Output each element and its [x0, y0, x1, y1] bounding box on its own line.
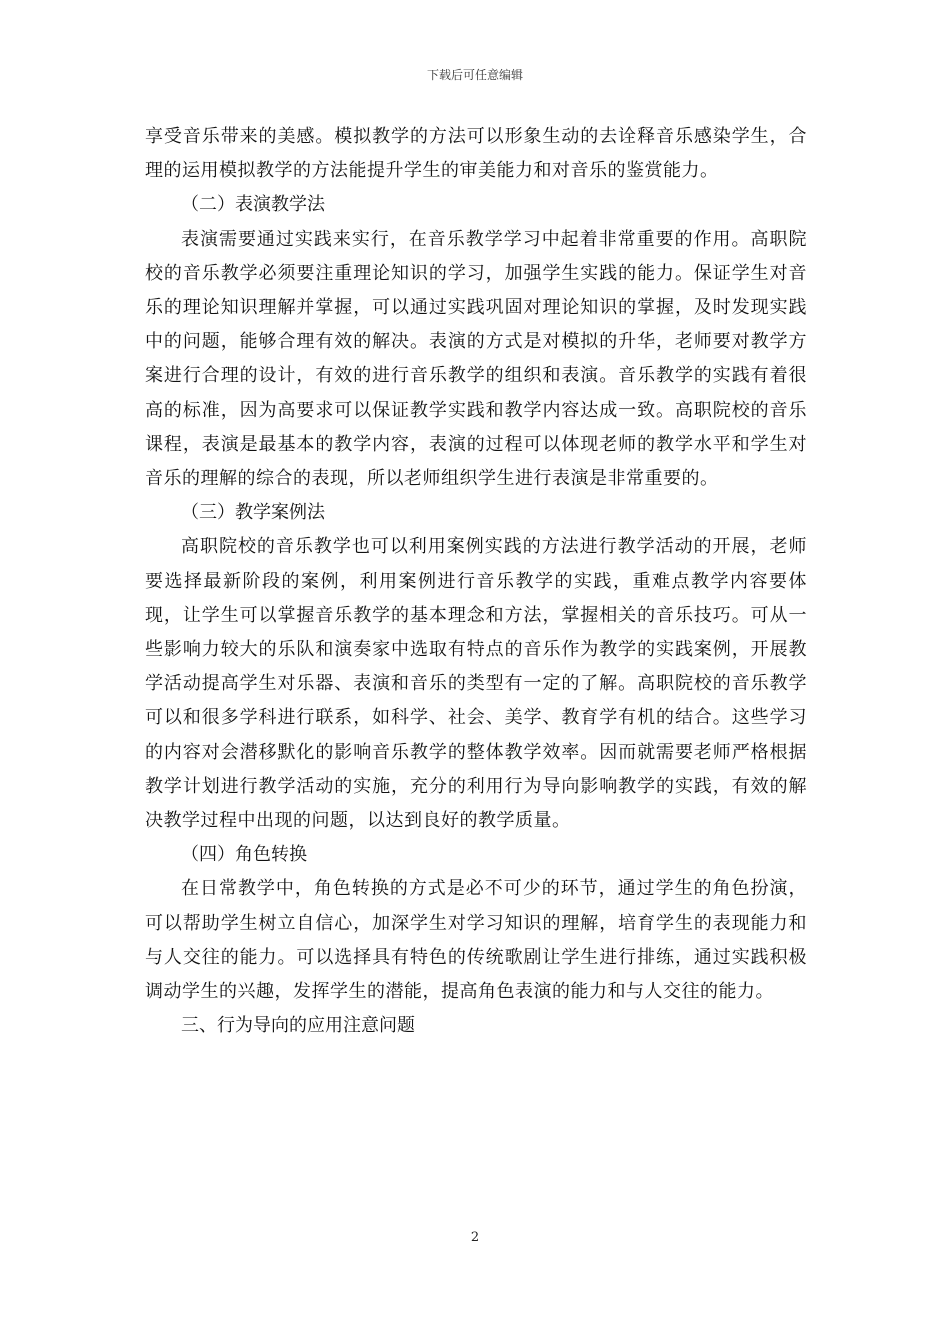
- section-heading-case-teaching: （三）教学案例法: [181, 502, 325, 524]
- page-header: 下载后可任意编辑: [426, 68, 523, 82]
- section-heading-notes: 三、行为导向的应用注意问题: [181, 1015, 415, 1037]
- document-body: [145, 120, 807, 1043]
- paragraph-performance-teaching: 表演需要通过实践来实行，在音乐教学学习中起着非常重要的作用。高职院校的音乐教学必须要注重理论知识的学习，加强学生实践的能力。保证学生对音乐的理论知识理解并掌握，可以通过实践巩固对理论知识的掌握，及时发现实践中的问题，能够合理有效的解决。表演的方式是对模拟的升华，老师要对教学方案进行合理的设计，有效的进行音乐教学的组织和表演。音乐教学的实践有着很高的标准，因为高要求可以保证教学实践和教学内容达成一致。高职院校的音乐课程，表演是最基本的教学内容，表演的过程可以体现老师的教学水平和学生对音乐的理解的综合的表现，所以老师组织学生进行表演是非常重要的。: [145, 228, 807, 490]
- paragraph-role-switching: 在日常教学中，角色转换的方式是必不可少的环节，通过学生的角色扮演，可以帮助学生树立自信心，加深学生对学习知识的理解，培育学生的表现能力和与人交往的能力。可以选择具有特色的传统歌剧让学生进行排练，通过实践积极调动学生的兴趣，发挥学生的潜能，提高角色表演的能力和与人交往的能力。: [145, 878, 807, 1003]
- section-heading-role-switching: （四）角色转换: [181, 844, 307, 866]
- section-heading-performance-teaching: （二）表演教学法: [181, 194, 325, 216]
- paragraph-case-teaching: 高职院校的音乐教学也可以利用案例实践的方法进行教学活动的开展，老师要选择最新阶段的案例，利用案例进行音乐教学的实践，重难点教学内容要体现，让学生可以掌握音乐教学的基本理念和方法，掌握相关的音乐技巧。可从一些影响力较大的乐队和演奏家中选取有特点的音乐作为教学的实践案例，开展教学活动提高学生对乐器、表演和音乐的类型有一定的了解。高职院校的音乐教学可以和很多学科进行联系，如科学、社会、美学、教育学有机的结合。这些学习的内容对会潜移默化的影响音乐教学的整体教学效率。因而就需要老师严格根据教学计划进行教学活动的实施，充分的利用行为导向影响教学的实践，有效的解决教学过程中出现的问题，以达到良好的教学质量。: [145, 536, 807, 832]
- paragraph-continued: 享受音乐带来的美感。模拟教学的方法可以形象生动的去诠释音乐感染学生，合理的运用模拟教学的方法能提升学生的审美能力和对音乐的鉴赏能力。: [145, 126, 807, 182]
- page-number: 2: [470, 1230, 480, 1245]
